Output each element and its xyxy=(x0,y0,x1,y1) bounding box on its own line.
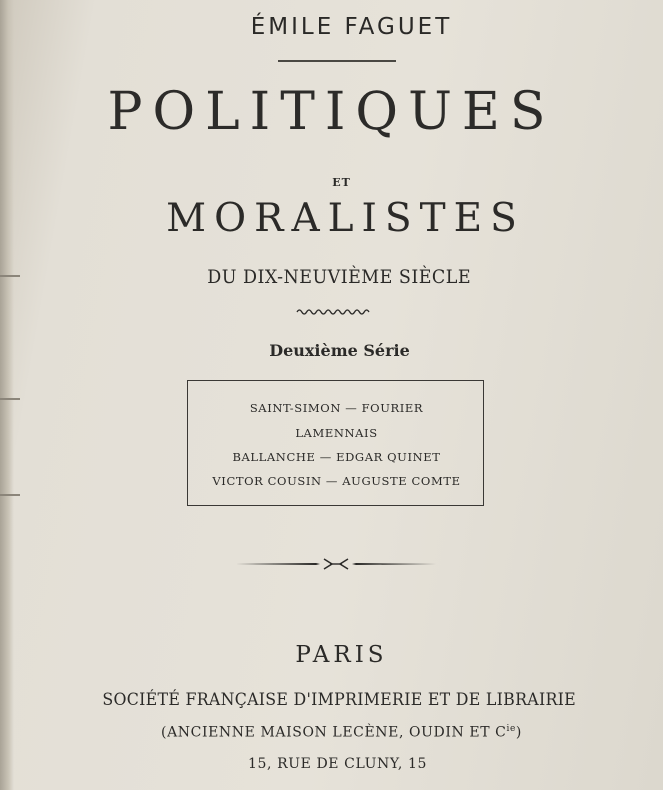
divider-ornament xyxy=(234,556,438,572)
main-title: POLITIQUES xyxy=(107,82,556,142)
page-edge-tick xyxy=(0,275,20,277)
series-label: Deuxième Série xyxy=(269,341,410,360)
former-house-text: (ANCIENNE MAISON LECÈNE, OUDIN ET C xyxy=(161,724,507,741)
contents-line: BALLANCHE — EDGAR QUINET xyxy=(232,450,441,464)
former-house xyxy=(0,724,663,741)
author-name: ÉMILE FAGUET xyxy=(250,14,453,40)
former-house-superscript: ie xyxy=(506,724,516,734)
former-house-close: ) xyxy=(515,724,522,741)
second-title: MORALISTES xyxy=(166,196,525,241)
publisher-address: 15, RUE DE CLUNY, 15 xyxy=(247,756,428,772)
contents-line: VICTOR COUSIN — AUGUSTE COMTE xyxy=(212,474,461,488)
contents-line: LAMENNAIS xyxy=(295,426,378,440)
page-edge-tick xyxy=(0,494,20,496)
title-conjunction: ET xyxy=(332,176,351,189)
publisher-name: SOCIÉTÉ FRANÇAISE D'IMPRIMERIE ET DE LIBRAIRIE xyxy=(102,690,577,710)
page-edge-tick xyxy=(0,398,20,400)
wavy-rule-ornament xyxy=(295,306,371,318)
author-rule xyxy=(278,60,396,62)
subtitle: DU DIX-NEUVIÈME SIÈCLE xyxy=(207,266,472,288)
contents-box xyxy=(187,380,484,506)
imprint-city: PARIS xyxy=(295,642,388,668)
contents-line: SAINT-SIMON — FOURIER xyxy=(249,401,424,415)
